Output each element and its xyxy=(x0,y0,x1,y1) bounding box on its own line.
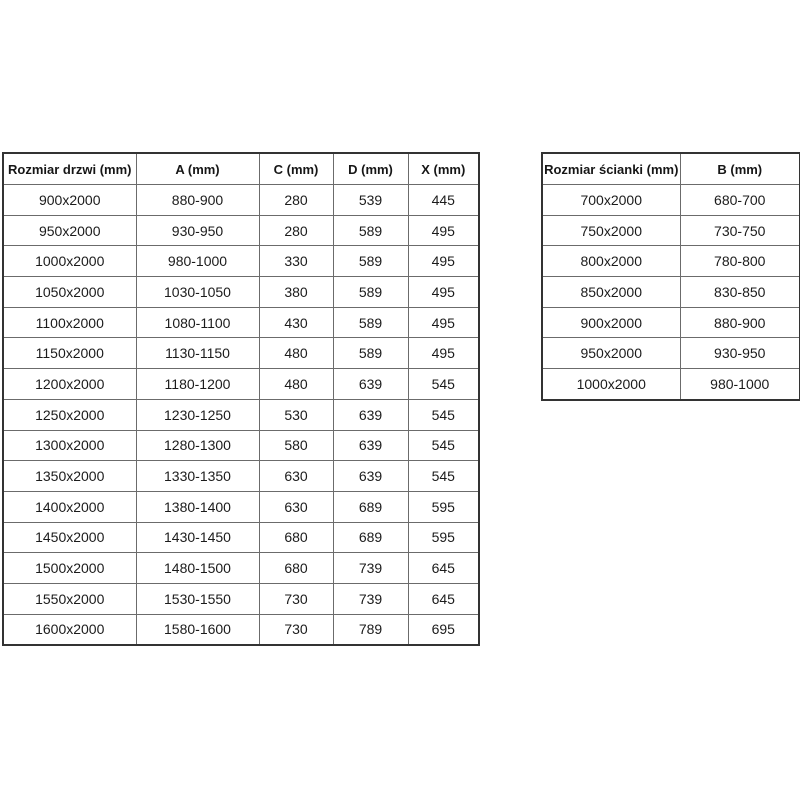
table-cell: 580 xyxy=(259,430,333,461)
table-cell: 1200x2000 xyxy=(3,369,136,400)
table-cell: 1330-1350 xyxy=(136,461,259,492)
table-cell: 1600x2000 xyxy=(3,614,136,645)
table-cell: 950x2000 xyxy=(542,338,680,369)
column-header: B (mm) xyxy=(680,153,800,185)
table-row xyxy=(3,246,479,277)
table-row xyxy=(3,491,479,522)
wall-size-table xyxy=(541,152,800,401)
table-row xyxy=(3,307,479,338)
table-cell: 730 xyxy=(259,614,333,645)
table-cell: 739 xyxy=(333,553,408,584)
door-table-header xyxy=(3,153,479,185)
table-cell: 1250x2000 xyxy=(3,399,136,430)
table-cell: 639 xyxy=(333,369,408,400)
wall-table-header xyxy=(542,153,800,185)
table-row xyxy=(3,583,479,614)
table-row xyxy=(542,215,800,246)
table-cell: 1350x2000 xyxy=(3,461,136,492)
table-row xyxy=(542,369,800,400)
table-row xyxy=(3,399,479,430)
table-row xyxy=(542,185,800,216)
table-cell: 430 xyxy=(259,307,333,338)
table-cell: 645 xyxy=(408,583,479,614)
table-row xyxy=(3,614,479,645)
table-cell: 1080-1100 xyxy=(136,307,259,338)
table-cell: 1000x2000 xyxy=(542,369,680,400)
column-header: Rozmiar ścianki (mm) xyxy=(542,153,680,185)
column-header: X (mm) xyxy=(408,153,479,185)
table-cell: 1550x2000 xyxy=(3,583,136,614)
table-cell: 930-950 xyxy=(136,215,259,246)
table-cell: 850x2000 xyxy=(542,277,680,308)
table-cell: 280 xyxy=(259,185,333,216)
table-cell: 1380-1400 xyxy=(136,491,259,522)
table-cell: 639 xyxy=(333,399,408,430)
table-cell: 595 xyxy=(408,522,479,553)
table-cell: 780-800 xyxy=(680,246,800,277)
table-cell: 639 xyxy=(333,430,408,461)
wall-table-body xyxy=(542,185,800,400)
table-cell: 700x2000 xyxy=(542,185,680,216)
table-row xyxy=(3,522,479,553)
header-row xyxy=(3,153,479,185)
table-cell: 689 xyxy=(333,491,408,522)
table-row xyxy=(3,277,479,308)
table-cell: 545 xyxy=(408,369,479,400)
table-cell: 445 xyxy=(408,185,479,216)
column-header: C (mm) xyxy=(259,153,333,185)
table-cell: 1530-1550 xyxy=(136,583,259,614)
table-cell: 1480-1500 xyxy=(136,553,259,584)
table-cell: 1450x2000 xyxy=(3,522,136,553)
table-cell: 480 xyxy=(259,338,333,369)
table-cell: 589 xyxy=(333,307,408,338)
column-header: D (mm) xyxy=(333,153,408,185)
table-cell: 680 xyxy=(259,522,333,553)
table-row xyxy=(3,553,479,584)
table-cell: 495 xyxy=(408,338,479,369)
table-cell: 880-900 xyxy=(680,307,800,338)
table-cell: 280 xyxy=(259,215,333,246)
header-row xyxy=(542,153,800,185)
table-cell: 495 xyxy=(408,215,479,246)
table-cell: 880-900 xyxy=(136,185,259,216)
table-cell: 750x2000 xyxy=(542,215,680,246)
table-row xyxy=(3,369,479,400)
table-cell: 380 xyxy=(259,277,333,308)
table-cell: 930-950 xyxy=(680,338,800,369)
table-cell: 1050x2000 xyxy=(3,277,136,308)
table-cell: 545 xyxy=(408,399,479,430)
table-cell: 1000x2000 xyxy=(3,246,136,277)
table-cell: 530 xyxy=(259,399,333,430)
table-cell: 1130-1150 xyxy=(136,338,259,369)
table-cell: 630 xyxy=(259,461,333,492)
table-row xyxy=(3,430,479,461)
table-cell: 789 xyxy=(333,614,408,645)
table-cell: 900x2000 xyxy=(3,185,136,216)
table-cell: 1150x2000 xyxy=(3,338,136,369)
table-cell: 739 xyxy=(333,583,408,614)
table-cell: 330 xyxy=(259,246,333,277)
table-cell: 1500x2000 xyxy=(3,553,136,584)
table-cell: 495 xyxy=(408,277,479,308)
table-cell: 1580-1600 xyxy=(136,614,259,645)
table-cell: 545 xyxy=(408,430,479,461)
table-cell: 680 xyxy=(259,553,333,584)
table-cell: 589 xyxy=(333,246,408,277)
table-cell: 730 xyxy=(259,583,333,614)
table-cell: 1430-1450 xyxy=(136,522,259,553)
table-cell: 545 xyxy=(408,461,479,492)
table-cell: 589 xyxy=(333,215,408,246)
table-cell: 495 xyxy=(408,307,479,338)
table-cell: 1230-1250 xyxy=(136,399,259,430)
table-cell: 645 xyxy=(408,553,479,584)
table-cell: 495 xyxy=(408,246,479,277)
table-row xyxy=(542,338,800,369)
door-table-body xyxy=(3,185,479,646)
table-cell: 589 xyxy=(333,277,408,308)
table-row xyxy=(542,307,800,338)
column-header: Rozmiar drzwi (mm) xyxy=(3,153,136,185)
table-row xyxy=(3,461,479,492)
table-cell: 680-700 xyxy=(680,185,800,216)
table-cell: 639 xyxy=(333,461,408,492)
table-cell: 830-850 xyxy=(680,277,800,308)
door-size-table xyxy=(2,152,480,646)
table-cell: 630 xyxy=(259,491,333,522)
table-cell: 480 xyxy=(259,369,333,400)
table-cell: 900x2000 xyxy=(542,307,680,338)
table-cell: 539 xyxy=(333,185,408,216)
table-cell: 1100x2000 xyxy=(3,307,136,338)
column-header: A (mm) xyxy=(136,153,259,185)
table-cell: 980-1000 xyxy=(136,246,259,277)
table-row xyxy=(3,215,479,246)
table-cell: 980-1000 xyxy=(680,369,800,400)
table-row xyxy=(542,246,800,277)
table-cell: 689 xyxy=(333,522,408,553)
table-cell: 1180-1200 xyxy=(136,369,259,400)
table-cell: 1280-1300 xyxy=(136,430,259,461)
table-cell: 589 xyxy=(333,338,408,369)
table-cell: 595 xyxy=(408,491,479,522)
table-row xyxy=(3,185,479,216)
table-row xyxy=(3,338,479,369)
table-cell: 1300x2000 xyxy=(3,430,136,461)
table-cell: 800x2000 xyxy=(542,246,680,277)
table-cell: 1400x2000 xyxy=(3,491,136,522)
table-cell: 730-750 xyxy=(680,215,800,246)
table-cell: 1030-1050 xyxy=(136,277,259,308)
table-cell: 695 xyxy=(408,614,479,645)
table-row xyxy=(542,277,800,308)
table-cell: 950x2000 xyxy=(3,215,136,246)
